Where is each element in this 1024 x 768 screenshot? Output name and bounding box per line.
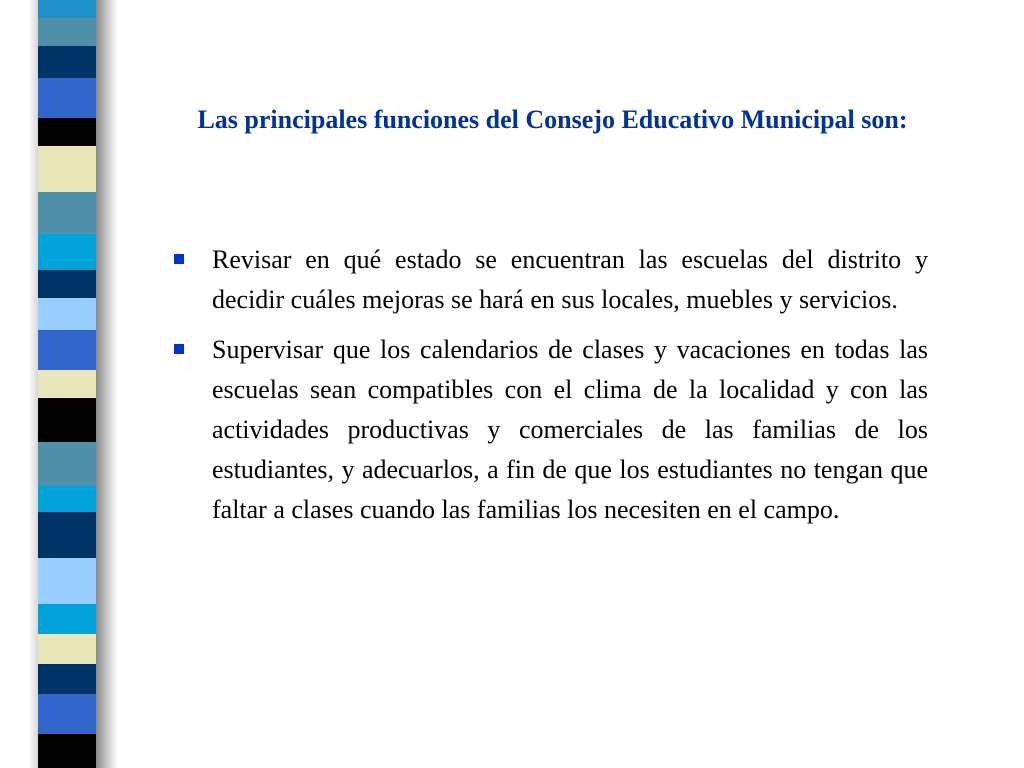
stripe-block	[38, 146, 96, 192]
stripe-block	[38, 558, 96, 604]
stripe-left-edge	[28, 0, 38, 768]
stripe-block	[38, 694, 96, 734]
stripe-block	[38, 0, 96, 18]
stripe-block	[38, 46, 96, 78]
stripe-block	[38, 734, 96, 768]
bullet-text: Revisar en qué estado se encuentran las escuelas del distrito y decidir cuáles mejoras se hará en sus locales, muebles y servicios.	[212, 245, 928, 314]
stripe-block	[38, 398, 96, 442]
stripe-block	[38, 634, 96, 664]
stripe-block	[38, 78, 96, 118]
stripe-block	[38, 370, 96, 398]
bullet-item	[170, 330, 928, 530]
stripe-block	[38, 18, 96, 46]
bullet-list	[170, 240, 928, 540]
stripe-block	[38, 442, 96, 486]
stripe-block	[38, 298, 96, 330]
stripe-shadow	[96, 0, 118, 768]
stripe-block	[38, 118, 96, 146]
stripe-block	[38, 486, 96, 512]
stripe-blocks	[38, 0, 96, 768]
stripe-block	[38, 664, 96, 694]
bullet-item	[170, 240, 928, 320]
stripe-block	[38, 330, 96, 370]
square-bullet-icon	[174, 254, 184, 264]
stripe-block	[38, 604, 96, 634]
stripe-block	[38, 192, 96, 234]
square-bullet-icon	[174, 344, 184, 354]
stripe-block	[38, 234, 96, 270]
stripe-block	[38, 512, 96, 558]
stripe-block	[38, 270, 96, 298]
decorative-stripe-column	[0, 0, 130, 768]
slide-title: Las principales funciones del Consejo Educativo Municipal son:	[197, 105, 908, 134]
bullet-text: Supervisar que los calendarios de clases y vacaciones en todas las escuelas sean compatibles con el clima de la localidad y con las actividades productivas y comerciales de las familias de los estudiantes, y adecuarlos, a fin de que los estudiantes no tengan que faltar a clases cuando las familias los necesiten en el campo.	[212, 335, 928, 524]
